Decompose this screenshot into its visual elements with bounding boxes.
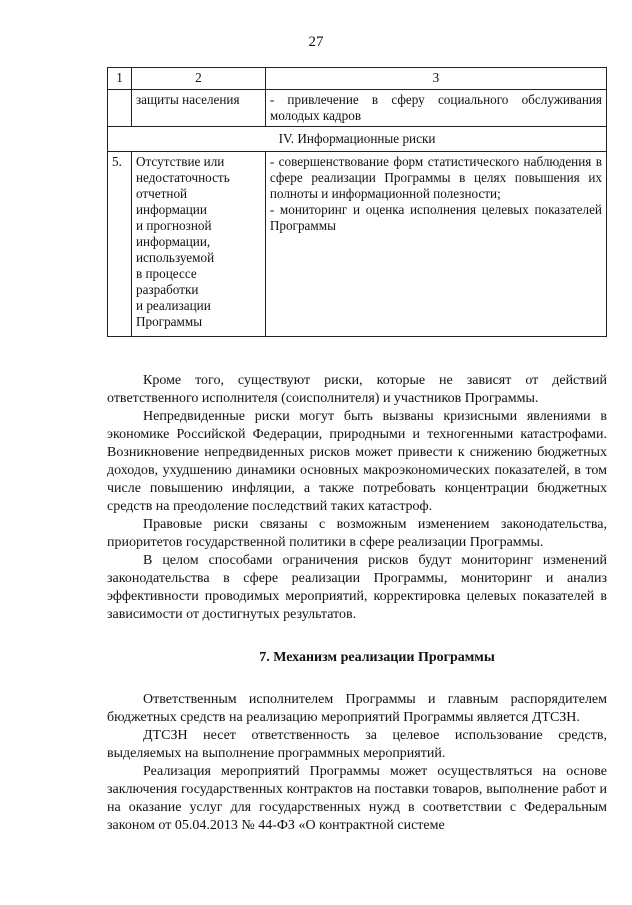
section-heading: 7. Механизм реализации Программы [259,650,495,665]
table-cell-measures [265,152,606,337]
table-header-row [108,68,607,90]
risk-line: в процессе [135,266,197,281]
table-row [108,152,607,337]
measure-item: - совершенствование форм статистического наблюдения в сфере реализации Программы в целях повышения их полноты и информационной полезности; [269,154,602,201]
measure-item: - мониторинг и оценка исполнения целевых показателей Программы [269,202,602,233]
header-cell: 3 [265,68,606,90]
table-section-row [108,127,607,152]
risk-line: и прогнозной [135,218,212,233]
section-title: IV. Информационные риски [108,127,607,152]
table-cell-num: 5. [108,152,132,337]
page-number: 27 [308,34,324,50]
risk-line: разработки [135,282,199,297]
risk-line: отчетной [135,186,188,201]
paragraph: Правовые риски связаны с возможным изменением законодательства, приоритетов государственной политики в сфере реализации Программы. [107,517,607,550]
paragraph: Непредвиденные риски могут быть вызваны кризисными явлениями в экономике Российской Федерации, природными и техногенными катастрофами. Возникновение непредвиденных рисков может привести к снижению бюджетных доходов, ухудшению динамики основных макроэкономических показателей, в том числе повышению инфляции, а также потребовать концентрации бюджетных средств на преодоление последствий таких катастроф. [107,409,607,514]
body-text [107,372,607,835]
header-cell: 1 [108,68,132,90]
table-row [108,90,607,127]
risk-line: информации, [135,234,211,249]
paragraph: ДТСЗН несет ответственность за целевое использование средств, выделяемых на выполнение программных мероприятий. [107,728,607,761]
table-cell-measures: - привлечение в сферу социального обслуживания молодых кадров [265,90,606,127]
risk-line: Отсутствие или [135,154,225,169]
paragraph: Реализация мероприятий Программы может осуществляться на основе заключения государственных контрактов на поставки товаров, выполнение работ и на оказание услуг для государственных нужд в соответствии с Федеральным законом от 05.04.2013 № 44-ФЗ «О контрактной системе [107,764,607,833]
table-cell-risk: защиты населения [131,90,265,127]
table-cell-risk [131,152,265,337]
paragraph: Ответственным исполнителем Программы и главным распорядителем бюджетных средств на реализацию мероприятий Программы является ДТСЗН. [107,692,607,725]
risk-table [107,67,607,337]
paragraph: В целом способами ограничения рисков будут мониторинг изменений законодательства в сфере реализации Программы, мониторинг и анализ эффективности проводимых мероприятий, корректировка целевых показателей в зависимости от достигнутых результатов. [107,553,607,622]
risk-line: информации [135,202,207,217]
risk-line: недостаточность [135,170,230,185]
table-cell-num [108,90,132,127]
risk-line: используемой [135,250,215,265]
risk-line: Программы [135,314,203,329]
header-cell: 2 [131,68,265,90]
risk-line: и реализации [135,298,211,313]
paragraph: Кроме того, существуют риски, которые не зависят от действий ответственного исполнителя (соисполнителя) и участников Программы. [107,373,607,406]
